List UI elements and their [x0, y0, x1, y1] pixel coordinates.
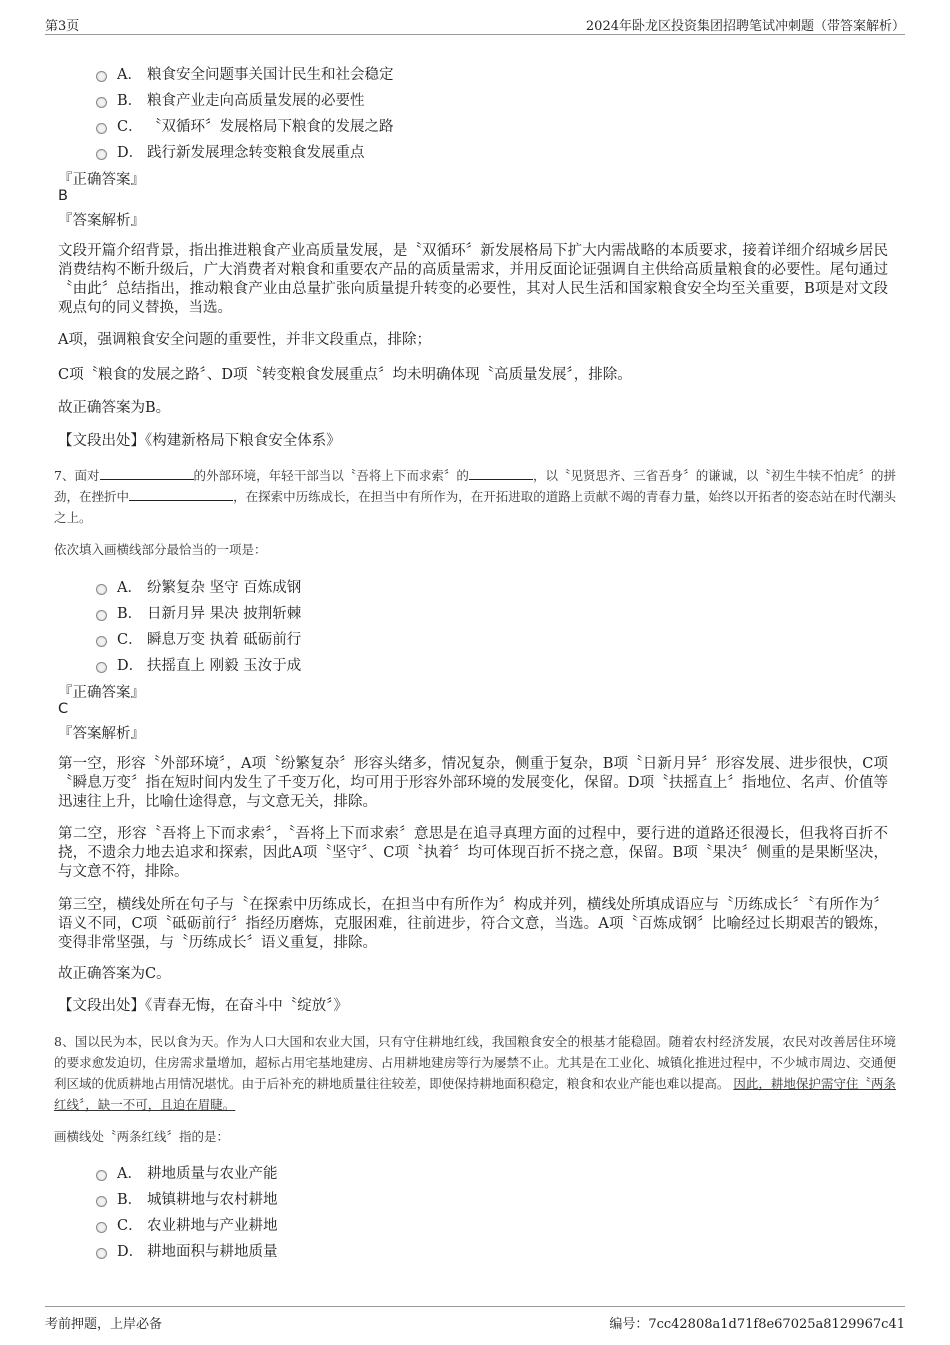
q7-source: 【文段出处】《青春无悔，在奋斗中〝绽放〞》 [58, 998, 348, 1014]
q7-analysis-paragraph: 第一空，形容〝外部环境〞，A项〝纷繁复杂〞形容头绪多，情况复杂，侧重于复杂，B项〝日新月异〞形容发展、进步很快，C项〝瞬息万变〞指在短时间内发生了千变万化，均可用于形容外部环境的发展变化，保留。D项〝扶摇直上〞指地位、名声、价值等迅速往上升，比喻仕途得意，与文意无关，排除。 [58, 756, 888, 810]
q7-option-b[interactable]: B． 日新月异 果决 披荆斩棘 [96, 599, 301, 625]
q6-analysis-paragraph: C项〝粮食的发展之路〞、D项〝转变粮食发展重点〞均未明确体现〝高质量发展〞，排除。 [58, 367, 632, 383]
radio-icon[interactable] [96, 1248, 107, 1259]
radio-icon[interactable] [96, 662, 107, 673]
blank-1 [100, 465, 194, 480]
q7-analysis-paragraph: 第三空，横线处所在句子与〝在探索中历练成长，在担当中有所作为〞构成并列，横线处所填成语应与〝历练成长〞〝有所作为〞语义不同，C项〝砥砺前行〞指经历磨炼，克服困难，往前进步，符合文意，当选。A项〝百炼成钢〞比喻经过长期艰苦的锻炼，变得非常坚强，与〝历练成长〞语义重复，排除。 [58, 897, 888, 951]
footer-slogan: 考前押题，上岸必备 [45, 1317, 163, 1332]
radio-icon[interactable] [96, 149, 107, 160]
q6-options [96, 60, 394, 164]
q6-source: 【文段出处】《构建新格局下粮食安全体系》 [58, 433, 341, 449]
page-number: 第3页 [45, 19, 80, 34]
q8-option-c[interactable]: C． 农业耕地与产业耕地 [96, 1211, 278, 1237]
q7-option-a[interactable]: A． 纷繁复杂 坚守 百炼成钢 [96, 573, 301, 599]
q6-option-a[interactable]: A． 粮食安全问题事关国计民生和社会稳定 [96, 60, 394, 86]
radio-icon[interactable] [96, 584, 107, 595]
q6-option-c[interactable]: C． 〝双循环〞发展格局下粮食的发展之路 [96, 112, 394, 138]
q6-answer-label: 『正确答案』 [58, 172, 145, 188]
q6-option-b[interactable]: B． 粮食产业走向高质量发展的必要性 [96, 86, 394, 112]
q7-prompt: 依次填入画横线部分最恰当的一项是： [54, 542, 267, 557]
q8-underlined-sentence: 因此，耕地保护需守住〝两条红线〞，缺一不可，且迫在眉睫。 [54, 1076, 896, 1112]
q6-analysis-label: 『答案解析』 [58, 213, 145, 229]
page-footer [45, 1306, 905, 1332]
q7-option-d[interactable]: D． 扶摇直上 刚毅 玉汝于成 [96, 651, 301, 677]
q6-analysis-paragraph: 文段开篇介绍背景，指出推进粮食产业高质量发展，是〝双循环〞新发展格局下扩大内需战略的本质要求，接着详细介绍城乡居民消费结构不断升级后，广大消费者对粮食和重要农产品的高质量需求，并用反面论证强调自主供给高质量粮食的必要性。尾句通过〝由此〞总结指出，推动粮食产业由总量扩张向质量提升转变的必要性，其对人民生活和国家粮食安全均至关重要，B项是对文段观点句的同义替换，当选。 [58, 243, 888, 316]
q7-answer-label: 『正确答案』 [58, 685, 145, 701]
radio-icon[interactable] [96, 1196, 107, 1207]
q7-option-c[interactable]: C． 瞬息万变 执着 砥砺前行 [96, 625, 301, 651]
radio-icon[interactable] [96, 610, 107, 621]
q6-option-d[interactable]: D． 践行新发展理念转变粮食发展重点 [96, 138, 394, 164]
radio-icon[interactable] [96, 97, 107, 108]
q7-analysis-label: 『答案解析』 [58, 726, 145, 742]
q6-analysis-paragraph: A项，强调粮食安全问题的重要性，并非文段重点，排除； [58, 332, 431, 348]
radio-icon[interactable] [96, 71, 107, 82]
q7-stem: 7、面对 的外部环境，年轻干部当以〝吾将上下而求索〞的 ，以〝见贤思齐、三省吾身〞的谦诚，以〝初生牛犊不怕虎〞的拼劲，在挫折中 ，在探索中历练成长，在担当中有所作为，在开拓进取的道路上贡献不竭的青春力量，始终以开拓者的姿态站在时代潮头之上。 [54, 465, 896, 528]
document-title: 2024年卧龙区投资集团招聘笔试冲刺题（带答案解析） [585, 19, 905, 34]
q8-stem: 8、国以民为本，民以食为天。作为人口大国和农业大国，只有守住耕地红线，我国粮食安全的根基才能稳固。随着农村经济发展，农民对改善居住环境的要求愈发迫切，住房需求量增加，超标占用宅基地建房、占用耕地建房等行为屡禁不止。尤其是在工业化、城镇化推进过程中，不少城市周边、交通便利区域的优质耕地占用情况堪忧。由于后补充的耕地质量往往较差，即使保持耕地面积稳定，粮食和农业产能也难以提高。 因此，耕地保护需守住〝两条红线〞，缺一不可，且迫在眉睫。 [54, 1034, 896, 1112]
radio-icon[interactable] [96, 1222, 107, 1233]
q6-answer: B [58, 188, 68, 204]
q8-options [96, 1159, 278, 1263]
blank-2 [469, 465, 533, 480]
q8-prompt: 画横线处〝两条红线〞指的是： [54, 1129, 230, 1144]
radio-icon[interactable] [96, 1170, 107, 1181]
document-id: 编号：7cc42808a1d71f8e67025a8129967c41 [609, 1317, 905, 1332]
blank-3 [129, 486, 233, 501]
q8-option-d[interactable]: D． 耕地面积与耕地质量 [96, 1237, 278, 1263]
q8-option-a[interactable]: A． 耕地质量与农业产能 [96, 1159, 278, 1185]
q6-analysis-paragraph: 故正确答案为B。 [58, 400, 171, 416]
q7-analysis-paragraph: 故正确答案为C。 [58, 966, 171, 982]
q7-answer: C [58, 701, 69, 717]
radio-icon[interactable] [96, 636, 107, 647]
page-header [45, 12, 905, 35]
q7-analysis-paragraph: 第二空，形容〝吾将上下而求索〞，〝吾将上下而求索〞意思是在追寻真理方面的过程中，要行进的道路还很漫长，但我将百折不挠，不遗余力地去追求和探索，因此A项〝坚守〞、C项〝执着〞均可体现百折不挠之意，保留。B项〝果决〞侧重的是果断坚决，与文意不符，排除。 [58, 826, 888, 880]
q7-options [96, 573, 301, 677]
radio-icon[interactable] [96, 123, 107, 134]
q8-option-b[interactable]: B． 城镇耕地与农村耕地 [96, 1185, 278, 1211]
